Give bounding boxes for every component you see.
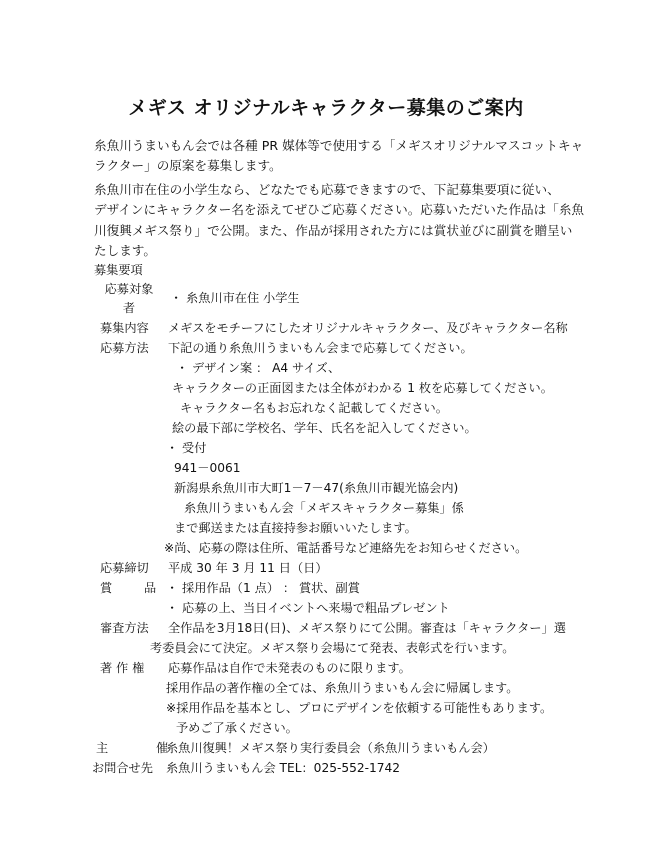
copyright-line: 採用作品の著作権の全ては、糸魚川うまいもん会に帰属します。: [166, 681, 519, 695]
judging-label: 審査方法: [100, 621, 149, 635]
body-line: たします。: [94, 242, 156, 258]
body-line: 川復興メギス祭り」で公開。また、作品が採用された方には賞状並びに副賞を贈呈い: [94, 222, 573, 238]
method-line: キャラクター名もお忘れなく記載してください。: [180, 401, 448, 415]
judging-line: 全作品を3月18日(日)、メギス祭りにて公開。審査は「キャラクター」選: [168, 621, 566, 635]
copyright-label: 著 作 権: [100, 661, 145, 675]
prize-line: ・ 採用作品（1 点） ： 賞状、副賞: [166, 581, 360, 595]
intro-line: 糸魚川うまいもん会では各種 PR 媒体等で使用する「メギスオリジナルマスコットキャ: [94, 138, 584, 153]
eligibility-label: 応募対象: [104, 282, 154, 296]
method-line: 新潟県糸魚川市大町1－7－47(糸魚川市観光協会内): [174, 481, 459, 495]
copyright-line: ※採用作品を基本とし、プロにデザインを依頼する可能性もあります。: [166, 701, 553, 715]
page-title: メギス オリジナルキャラクター募集のご案内: [128, 97, 524, 119]
body-line: デザインにキャラクター名を添えてぜひご応募ください。応募いただいた作品は「糸魚: [94, 202, 585, 218]
organizer-label: 主 催: [96, 741, 191, 755]
method-line: ・ デザイン案 ： A4 サイズ、: [176, 361, 341, 375]
deadline-label: 応募締切: [100, 561, 149, 575]
prize-label: 賞 品: [100, 581, 171, 595]
eligibility-value: ・ 糸魚川市在住 小学生: [170, 291, 300, 305]
section-heading: 募集要項: [94, 263, 143, 277]
method-line: 941－0061: [174, 461, 241, 475]
eligibility-label-cont: 者: [122, 301, 136, 315]
copyright-line: 予めご了承ください。: [176, 721, 298, 735]
method-line: ※尚、応募の際は住所、電話番号など連絡先をお知らせください。: [164, 541, 528, 555]
body-paragraph: [94, 180, 585, 261]
content-label: 募集内容: [100, 321, 149, 335]
deadline-value: 平成 30 年 3 月 11 日（日）: [168, 561, 328, 575]
body-line: 糸魚川市在住の小学生なら、どなたでも応募できますので、下記募集要項に従い、: [94, 182, 560, 197]
contact-label: お問合せ先: [92, 761, 153, 775]
method-line: キャラクターの正面図または全体がわかる 1 枚を応募してください。: [172, 381, 553, 395]
method-line: 絵の最下部に学校名、学年、氏名を記入してください。: [172, 421, 477, 435]
method-line: ・ 受付: [166, 441, 207, 455]
copyright-line: 応募作品は自作で未発表のものに限ります。: [168, 661, 411, 675]
judging-line: 考委員会にて決定。メギス祭り会場にて発表、表彰式を行います。: [150, 641, 515, 655]
method-line: 下記の通り糸魚川うまいもん会まで応募してください。: [168, 341, 473, 355]
method-line: まで郵送または直接持参お願いいたします。: [174, 521, 417, 535]
intro-paragraph: [94, 136, 584, 177]
method-line: 糸魚川うまいもん会「メギスキャラクター募集」係: [184, 501, 464, 515]
method-label: 応募方法: [100, 341, 149, 355]
content-value: メギスをモチーフにしたオリジナルキャラクター、及びキャラクター名称: [168, 321, 568, 335]
organizer-value: 糸魚川復興！メギス祭り実行委員会（糸魚川うまいもん会）: [166, 741, 495, 755]
prize-line: ・ 応募の上、当日イベントへ来場で粗品プレゼント: [166, 601, 450, 615]
contact-value: 糸魚川うまいもん会 TEL：025-552-1742: [166, 761, 401, 775]
intro-line: ラクター」の原案を募集します。: [94, 158, 282, 174]
